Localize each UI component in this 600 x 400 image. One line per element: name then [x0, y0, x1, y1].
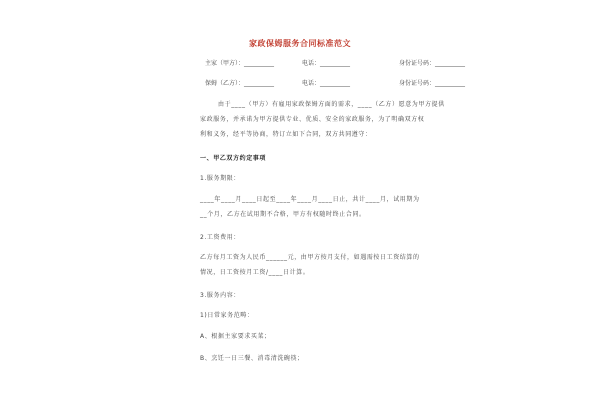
item-1-label: 1.服务期限：	[200, 175, 240, 182]
employer-id-field: 身份证号码：__________	[399, 60, 466, 67]
item-3-a: A、根据主家要求买菜；	[200, 333, 271, 340]
intro-line-1: 由于____（甲方）有雇用家政保姆方面的需求，____（乙方）愿意为甲方提供	[218, 101, 445, 108]
item-2-line-1: 乙方每月工资为人民币______元，由甲方按月支付，如遇需按日工资结算的	[200, 254, 420, 261]
nanny-phone-field: 电话：__________	[302, 80, 351, 87]
item-2-line-2: 情况，日工资按月工资/____日计算。	[200, 269, 310, 276]
section-1-heading: 一、甲乙双方约定事项	[200, 155, 267, 162]
item-2-label: 2.工资费用：	[200, 234, 240, 241]
intro-line-2: 家政服务，并承诺为甲方提供专业、优质、安全的家政服务，为了明确双方权	[200, 116, 425, 123]
party-a-row	[205, 60, 465, 68]
item-3-b: B、烹饪一日三餐、消毒清洗碗筷；	[200, 355, 304, 362]
nanny-id-field: 身份证号码：__________	[399, 80, 466, 87]
document-title: 家政保姆服务合同标准范文	[249, 39, 351, 48]
nanny-field: 保姆（乙方）：__________	[205, 80, 275, 87]
intro-line-3: 利和义务，经平等协商，特订立如下合同，双方共同遵守：	[200, 131, 372, 138]
employer-field: 主家（甲方）：__________	[205, 60, 275, 67]
item-3-label: 3.服务内容：	[200, 292, 240, 299]
item-1-line-2: __个月，乙方在试用期不合格，甲方有权随时终止合同。	[200, 211, 366, 218]
item-1-line-1: ____年____月____日起至____年____月____日止，共计____月，试用期为	[200, 196, 420, 203]
employer-phone-field: 电话：__________	[302, 60, 351, 67]
party-b-row	[205, 80, 465, 88]
item-3-sub-1: 1)日常家务范畴：	[200, 312, 254, 319]
